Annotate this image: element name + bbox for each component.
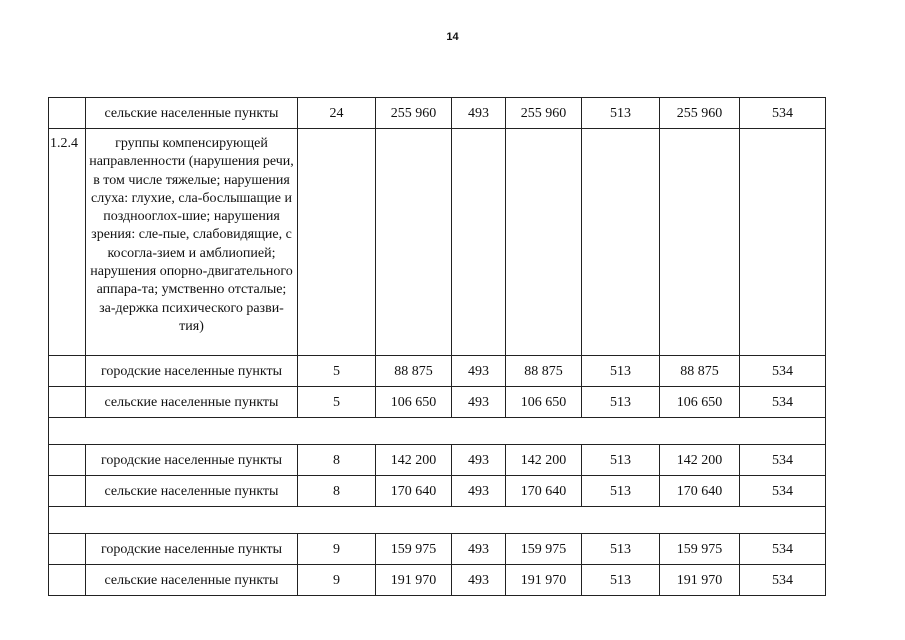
value-cell: 106 650 [376, 387, 452, 418]
value-cell: 493 [452, 387, 506, 418]
value-cell: 9 [298, 534, 376, 565]
row-code [49, 445, 86, 476]
value-cell: 106 650 [660, 387, 740, 418]
data-table [48, 97, 826, 596]
value-cell: 493 [452, 565, 506, 596]
row-code [49, 534, 86, 565]
empty-cell [740, 129, 826, 356]
blank-row [49, 507, 826, 534]
table-row [49, 476, 826, 507]
value-cell: 170 640 [506, 476, 582, 507]
value-cell: 5 [298, 356, 376, 387]
value-cell: 513 [582, 565, 660, 596]
row-code [49, 356, 86, 387]
value-cell: 513 [582, 445, 660, 476]
value-cell: 493 [452, 356, 506, 387]
value-cell: 191 970 [660, 565, 740, 596]
settlement-type: городские населенные пункты [86, 445, 298, 476]
value-cell: 191 970 [376, 565, 452, 596]
value-cell: 159 975 [376, 534, 452, 565]
value-cell: 24 [298, 98, 376, 129]
value-cell: 170 640 [376, 476, 452, 507]
value-cell: 9 [298, 565, 376, 596]
row-code [49, 476, 86, 507]
value-cell: 142 200 [506, 445, 582, 476]
value-cell: 142 200 [660, 445, 740, 476]
row-code [49, 565, 86, 596]
value-cell: 493 [452, 98, 506, 129]
value-cell: 159 975 [506, 534, 582, 565]
value-cell: 170 640 [660, 476, 740, 507]
value-cell: 534 [740, 534, 826, 565]
value-cell: 534 [740, 445, 826, 476]
value-cell: 5 [298, 387, 376, 418]
value-cell: 534 [740, 98, 826, 129]
blank-cell [49, 418, 826, 445]
value-cell: 8 [298, 445, 376, 476]
value-cell: 142 200 [376, 445, 452, 476]
table-row [49, 565, 826, 596]
value-cell: 513 [582, 534, 660, 565]
settlement-type: городские населенные пункты [86, 534, 298, 565]
empty-cell [452, 129, 506, 356]
table-row [49, 356, 826, 387]
empty-cell [298, 129, 376, 356]
value-cell: 159 975 [660, 534, 740, 565]
value-cell: 255 960 [506, 98, 582, 129]
settlement-type: сельские населенные пункты [86, 98, 298, 129]
value-cell: 255 960 [660, 98, 740, 129]
value-cell: 513 [582, 476, 660, 507]
value-cell: 255 960 [376, 98, 452, 129]
value-cell: 8 [298, 476, 376, 507]
value-cell: 191 970 [506, 565, 582, 596]
settlement-type: сельские населенные пункты [86, 476, 298, 507]
row-code [49, 98, 86, 129]
value-cell: 534 [740, 476, 826, 507]
table-container [48, 97, 826, 596]
page-number: 14 [446, 31, 459, 43]
value-cell: 88 875 [660, 356, 740, 387]
empty-cell [376, 129, 452, 356]
blank-cell [49, 507, 826, 534]
settlement-type: сельские населенные пункты [86, 387, 298, 418]
empty-cell [506, 129, 582, 356]
table-row [49, 534, 826, 565]
value-cell: 513 [582, 98, 660, 129]
value-cell: 513 [582, 387, 660, 418]
group-header-row [49, 129, 826, 356]
value-cell: 493 [452, 534, 506, 565]
value-cell: 106 650 [506, 387, 582, 418]
value-cell: 493 [452, 445, 506, 476]
group-description: группы компенсирующей направленности (нарушения речи, в том числе тяжелые; нарушения слуха: глухие, сла-бослышащие и позднооглох-шие; нарушения зрения: сле-пые, слабовидящие, с косогла-зием и амблиопией; нарушения опорно-двигательного аппара-та; умственно отсталые; за-держка психического разви-тия) [86, 129, 298, 356]
empty-cell [660, 129, 740, 356]
blank-row [49, 418, 826, 445]
value-cell: 513 [582, 356, 660, 387]
value-cell: 534 [740, 356, 826, 387]
row-code: 1.2.4 [49, 129, 86, 356]
value-cell: 88 875 [506, 356, 582, 387]
table-body [49, 98, 826, 596]
value-cell: 534 [740, 387, 826, 418]
table-row [49, 445, 826, 476]
row-code [49, 387, 86, 418]
settlement-type: городские населенные пункты [86, 356, 298, 387]
value-cell: 88 875 [376, 356, 452, 387]
settlement-type: сельские населенные пункты [86, 565, 298, 596]
value-cell: 493 [452, 476, 506, 507]
table-row [49, 387, 826, 418]
value-cell: 534 [740, 565, 826, 596]
empty-cell [582, 129, 660, 356]
table-row [49, 98, 826, 129]
